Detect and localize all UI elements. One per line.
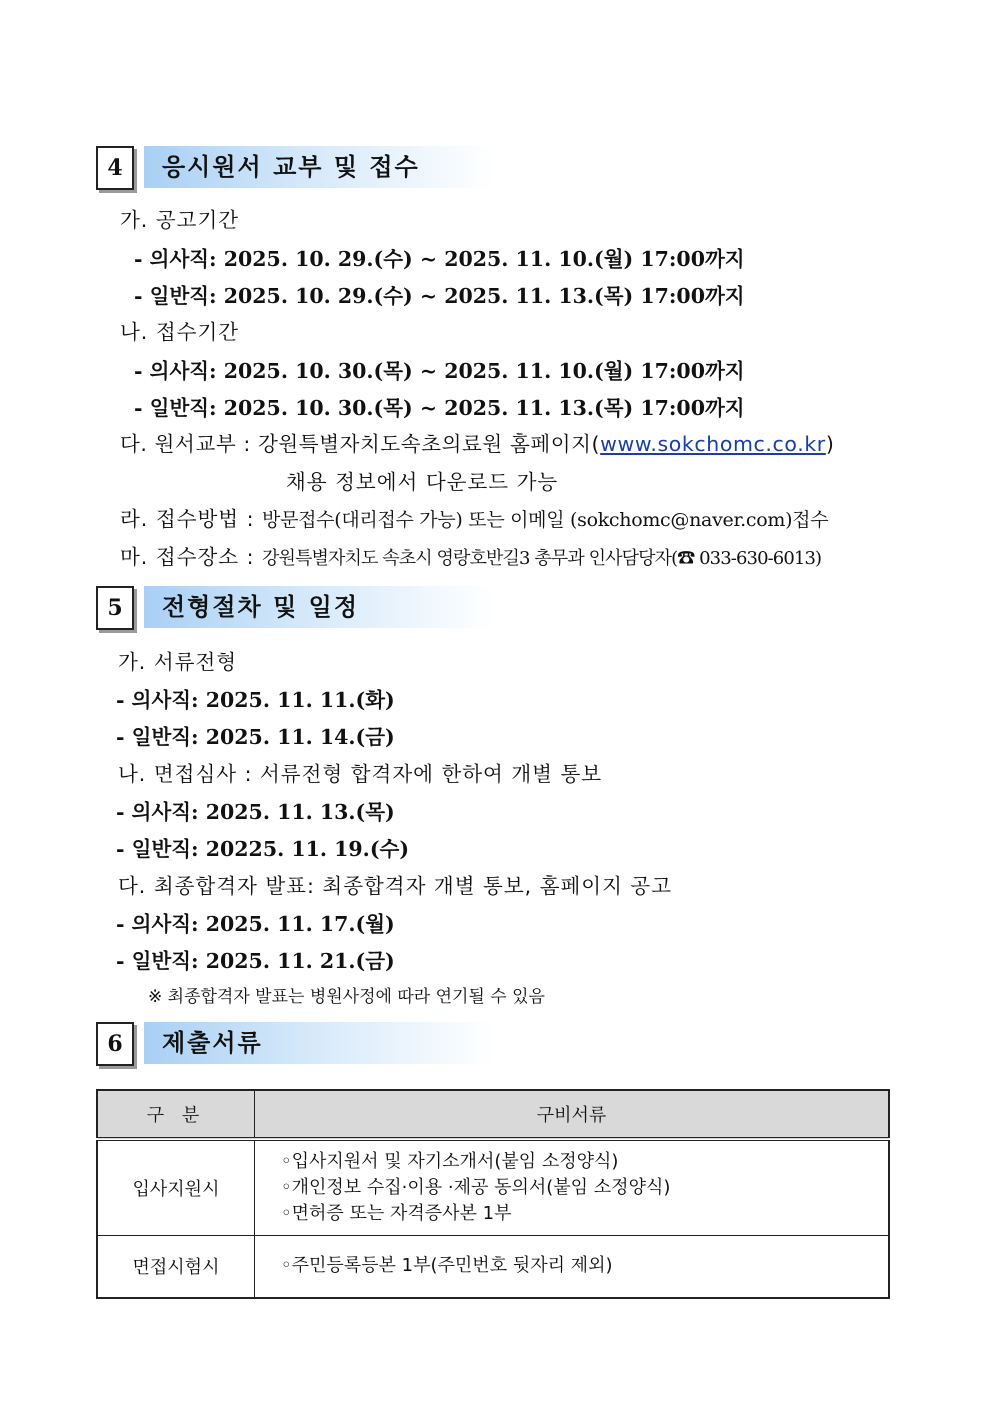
receipt-method-text: 방문접수(대리접수 가능) 또는 이메일 (sokchomc@naver.com)접수	[262, 509, 829, 531]
section-number: 4	[96, 146, 134, 190]
website-link[interactable]: www.sokchomc.co.kr	[600, 432, 826, 456]
table-row	[97, 1236, 889, 1298]
section-title: 응시원서 교부 및 접수	[144, 146, 494, 188]
table-cell-documents	[255, 1236, 890, 1298]
receipt-method	[120, 505, 828, 534]
column-header-category: 구 분	[97, 1090, 255, 1139]
receipt-place-text: 강원특별자치도 속초시 영랑호반길3 총무과 인사담당자(☎ 033-630-6013)	[262, 548, 822, 569]
document-item: ◦주민등록등본 1부(주민번호 뒷자리 제외)	[281, 1255, 613, 1277]
section-title: 제출서류	[144, 1022, 494, 1064]
distribution-suffix: )	[825, 432, 835, 456]
subheading-announcement-period: 가. 공고기간	[120, 208, 240, 232]
table-cell-category: 면접시험시	[97, 1236, 255, 1298]
subheading-document-screening: 가. 서류전형	[118, 650, 238, 674]
section-4-header	[96, 146, 496, 192]
receipt-method-label: 라. 접수방법 :	[120, 507, 255, 531]
document-item: ◦입사지원서 및 자기소개서(붙임 소정양식)	[281, 1151, 619, 1172]
section-5-header	[96, 586, 496, 632]
list-item: - 일반직: 20225. 11. 19.(수)	[116, 837, 410, 861]
distribution-continuation: 채용 정보에서 다운로드 가능	[286, 470, 559, 494]
table-header-row	[97, 1090, 889, 1139]
list-item: - 일반직: 2025. 11. 14.(금)	[116, 725, 395, 749]
section-number: 6	[96, 1022, 134, 1066]
table-cell-category: 입사지원시	[97, 1139, 255, 1236]
required-documents-table	[96, 1089, 890, 1299]
list-item: - 의사직: 2025. 10. 29.(수) ~ 2025. 11. 10.(월) 17:00까지	[134, 247, 745, 271]
list-item: - 의사직: 2025. 11. 13.(목)	[116, 800, 395, 824]
table-cell-documents	[255, 1139, 890, 1236]
application-distribution	[120, 430, 834, 458]
list-item: - 의사직: 2025. 11. 17.(월)	[116, 912, 395, 936]
document-item: ◦개인정보 수집·이용 ·제공 동의서(붙임 소정양식)	[281, 1177, 671, 1198]
subheading-receipt-period: 나. 접수기간	[120, 320, 240, 344]
list-item: - 일반직: 2025. 10. 29.(수) ~ 2025. 11. 13.(목) 17:00까지	[134, 284, 745, 308]
section-6-header	[96, 1022, 496, 1068]
distribution-text: 다. 원서교부 : 강원특별자치도속초의료원 홈페이지(	[120, 432, 601, 456]
subheading-interview: 나. 면접심사 : 서류전형 합격자에 한하여 개별 통보	[118, 762, 603, 786]
list-item: - 의사직: 2025. 10. 30.(목) ~ 2025. 11. 10.(월) 17:00까지	[134, 359, 745, 383]
section-number: 5	[96, 586, 134, 630]
section-title: 전형절차 및 일정	[144, 586, 494, 628]
subheading-final-announcement: 다. 최종합격자 발표: 최종합격자 개별 통보, 홈페이지 공고	[118, 874, 673, 898]
list-item: - 일반직: 2025. 10. 30.(목) ~ 2025. 11. 13.(목) 17:00까지	[134, 396, 745, 420]
receipt-place-label: 마. 접수장소 :	[120, 545, 255, 569]
document-item: ◦면허증 또는 자격증사본 1부	[281, 1203, 512, 1224]
list-item: - 의사직: 2025. 11. 11.(화)	[116, 688, 395, 712]
notice-text: ※ 최종합격자 발표는 병원사정에 따라 연기될 수 있음	[148, 987, 545, 1007]
receipt-place	[120, 543, 821, 573]
table-row	[97, 1139, 889, 1236]
column-header-documents: 구비서류	[255, 1090, 890, 1139]
list-item: - 일반직: 2025. 11. 21.(금)	[116, 949, 395, 973]
